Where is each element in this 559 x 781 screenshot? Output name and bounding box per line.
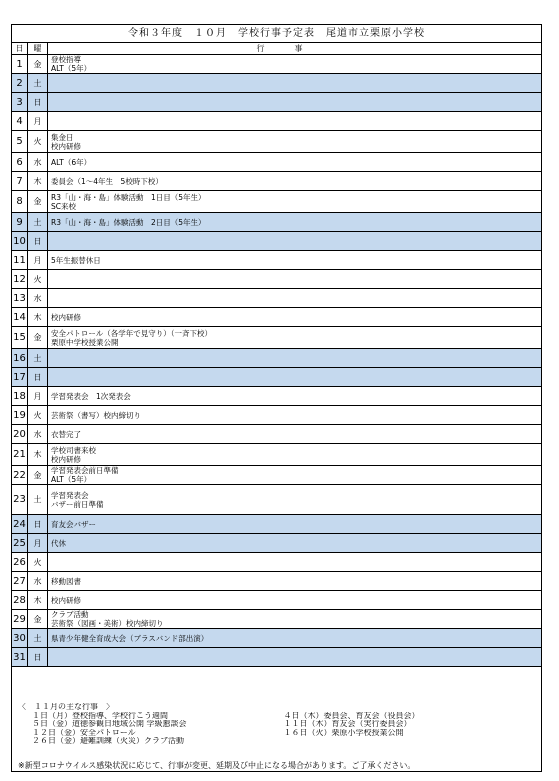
row-day: 21 bbox=[12, 444, 28, 465]
header-events: 行事 bbox=[256, 44, 333, 53]
table-row bbox=[12, 74, 541, 93]
row-events bbox=[51, 610, 539, 628]
row-weekday: 木 bbox=[28, 591, 48, 609]
row-events bbox=[51, 93, 539, 111]
row-events bbox=[51, 191, 539, 212]
row-weekday: 木 bbox=[28, 444, 48, 465]
notes-item: ２６日（金）避難訓練（火災）クラブ活動 bbox=[32, 737, 184, 745]
table-row bbox=[12, 251, 541, 270]
row-day: 24 bbox=[12, 515, 28, 533]
row-day: 9 bbox=[12, 213, 28, 231]
row-day: 5 bbox=[12, 131, 28, 152]
table-row bbox=[12, 425, 541, 444]
row-weekday: 土 bbox=[28, 74, 48, 92]
event-line: 芸術祭（図画・美術）校内締切り bbox=[51, 619, 164, 628]
event-line: R3「山・海・島」体験活動 1日目（5年生） bbox=[51, 192, 206, 202]
row-day: 27 bbox=[12, 572, 28, 590]
table-row bbox=[12, 387, 541, 406]
row-events bbox=[51, 387, 539, 405]
event-line: 5年生振替休日 bbox=[51, 255, 101, 265]
table-row bbox=[12, 406, 541, 425]
row-weekday: 月 bbox=[28, 534, 48, 552]
table-row bbox=[12, 349, 541, 368]
row-events bbox=[51, 112, 539, 130]
table-row bbox=[12, 232, 541, 251]
table-row bbox=[12, 444, 541, 466]
event-line: 登校指導 bbox=[51, 55, 81, 64]
row-day: 3 bbox=[12, 93, 28, 111]
table-row bbox=[12, 553, 541, 572]
row-events bbox=[51, 232, 539, 250]
event-line: 衣替完了 bbox=[51, 429, 81, 439]
row-events bbox=[51, 270, 539, 288]
row-weekday: 金 bbox=[28, 55, 48, 73]
table-row bbox=[12, 515, 541, 534]
notes-item: １日（月）登校指導、学校行こう週間 bbox=[32, 711, 168, 720]
row-day: 23 bbox=[12, 485, 28, 514]
row-weekday: 火 bbox=[28, 270, 48, 288]
row-weekday: 月 bbox=[28, 112, 48, 130]
notes-item: １２日（金）安全パトロール bbox=[32, 728, 136, 737]
notes-item: ４日（木）委員会、育友会（役員会） bbox=[283, 711, 420, 720]
row-day: 30 bbox=[12, 629, 28, 647]
event-line: 集金日 bbox=[51, 132, 74, 142]
row-events bbox=[51, 289, 539, 307]
row-day: 14 bbox=[12, 308, 28, 326]
table-row bbox=[12, 466, 541, 485]
row-day: 11 bbox=[12, 251, 28, 269]
row-events bbox=[51, 153, 539, 171]
row-day: 6 bbox=[12, 153, 28, 171]
row-weekday: 日 bbox=[28, 368, 48, 386]
row-day: 7 bbox=[12, 172, 28, 190]
row-day: 31 bbox=[12, 648, 28, 666]
event-line: 委員会（1～4年生 5校時下校） bbox=[51, 176, 163, 186]
row-weekday: 土 bbox=[28, 485, 48, 514]
event-line: ALT（5年） bbox=[51, 475, 92, 484]
row-day: 25 bbox=[12, 534, 28, 552]
row-day: 10 bbox=[12, 232, 28, 250]
row-events bbox=[51, 172, 539, 190]
event-line: ALT（6年） bbox=[51, 157, 92, 167]
row-events bbox=[51, 327, 539, 348]
notes-item: ５日（金）道徳参観日地域公開 学級懇談会 bbox=[32, 720, 187, 728]
november-notes bbox=[12, 701, 541, 773]
table-row bbox=[12, 610, 541, 629]
row-weekday: 日 bbox=[28, 648, 48, 666]
event-line: 芸術祭（書写）校内締切り bbox=[51, 410, 141, 420]
table-row bbox=[12, 270, 541, 289]
table-row bbox=[12, 629, 541, 648]
event-line: 学習発表会 1次発表会 bbox=[51, 391, 131, 401]
row-weekday: 木 bbox=[28, 308, 48, 326]
table-row bbox=[12, 55, 541, 74]
row-weekday: 火 bbox=[28, 553, 48, 571]
row-weekday: 水 bbox=[28, 572, 48, 590]
row-weekday: 土 bbox=[28, 349, 48, 367]
event-line: 移動図書 bbox=[51, 576, 81, 586]
row-events bbox=[51, 74, 539, 92]
row-day: 4 bbox=[12, 112, 28, 130]
table-row bbox=[12, 368, 541, 387]
table-row bbox=[12, 191, 541, 213]
row-events bbox=[51, 368, 539, 386]
row-events bbox=[51, 406, 539, 424]
row-day: 8 bbox=[12, 191, 28, 212]
schedule-sheet bbox=[11, 24, 542, 772]
row-day: 28 bbox=[12, 591, 28, 609]
row-weekday: 火 bbox=[28, 131, 48, 152]
row-events bbox=[51, 629, 539, 647]
table-row bbox=[12, 591, 541, 610]
row-day: 13 bbox=[12, 289, 28, 307]
row-events bbox=[51, 349, 539, 367]
row-weekday: 日 bbox=[28, 93, 48, 111]
header-weekday: 曜 bbox=[28, 43, 48, 54]
row-weekday: 日 bbox=[28, 515, 48, 533]
table-row bbox=[12, 534, 541, 553]
row-events bbox=[51, 485, 539, 514]
table-row bbox=[12, 289, 541, 308]
event-line: R3「山・海・島」体験活動 2日目（5年生） bbox=[51, 217, 206, 227]
row-day: 20 bbox=[12, 425, 28, 443]
row-day: 2 bbox=[12, 74, 28, 92]
table-row bbox=[12, 153, 541, 172]
row-weekday: 金 bbox=[28, 610, 48, 628]
table-row bbox=[12, 131, 541, 153]
row-events bbox=[51, 648, 539, 666]
row-events bbox=[51, 591, 539, 609]
row-events bbox=[51, 572, 539, 590]
table-row bbox=[12, 648, 541, 667]
row-day: 12 bbox=[12, 270, 28, 288]
event-line: SC来校 bbox=[51, 201, 76, 211]
row-day: 16 bbox=[12, 349, 28, 367]
row-day: 19 bbox=[12, 406, 28, 424]
row-weekday: 土 bbox=[28, 213, 48, 231]
event-line: 県青少年健全育成大会（ブラスバンド部出演） bbox=[51, 633, 209, 643]
row-events bbox=[51, 444, 539, 465]
row-weekday: 水 bbox=[28, 289, 48, 307]
event-line: 学習発表会前日準備 bbox=[51, 466, 119, 475]
covid-notice: ※新型コロナウイルス感染状況に応じて、行事が変更、延期及び中止になる場合があります。ご了承ください。 bbox=[18, 760, 416, 770]
row-events bbox=[51, 515, 539, 533]
row-weekday: 水 bbox=[28, 153, 48, 171]
row-events bbox=[51, 534, 539, 552]
row-weekday: 金 bbox=[28, 191, 48, 212]
row-weekday: 木 bbox=[28, 172, 48, 190]
row-events bbox=[51, 466, 539, 484]
event-line: 代休 bbox=[51, 538, 66, 548]
row-weekday: 日 bbox=[28, 232, 48, 250]
row-day: 17 bbox=[12, 368, 28, 386]
row-events bbox=[51, 213, 539, 231]
row-day: 22 bbox=[12, 466, 28, 484]
row-events bbox=[51, 131, 539, 152]
event-line: ALT（5年） bbox=[51, 64, 92, 73]
notes-left-column bbox=[18, 712, 284, 746]
table-row bbox=[12, 112, 541, 131]
event-line: 校内研修 bbox=[51, 141, 81, 151]
header-day: 日 bbox=[12, 43, 28, 54]
table-row bbox=[12, 572, 541, 591]
row-day: 15 bbox=[12, 327, 28, 348]
event-line: 校内研修 bbox=[51, 454, 81, 464]
event-line: クラブ活動 bbox=[51, 610, 89, 619]
table-row bbox=[12, 485, 541, 515]
event-line: 校内研修 bbox=[51, 312, 81, 322]
row-weekday: 土 bbox=[28, 629, 48, 647]
table-row bbox=[12, 308, 541, 327]
table-header bbox=[12, 43, 541, 55]
event-line: 安全パトロール（各学年で見守り）（一斉下校） bbox=[51, 328, 212, 338]
notes-heading: 〈 １１月の主な行事 〉 bbox=[18, 703, 114, 711]
row-day: 18 bbox=[12, 387, 28, 405]
table-row bbox=[12, 327, 541, 349]
row-events bbox=[51, 425, 539, 443]
event-line: 栗原中学校授業公開 bbox=[51, 337, 119, 347]
row-weekday: 金 bbox=[28, 327, 48, 348]
row-events bbox=[51, 251, 539, 269]
row-events bbox=[51, 308, 539, 326]
row-events bbox=[51, 55, 539, 73]
event-line: 育友会バザー bbox=[51, 519, 96, 529]
row-weekday: 月 bbox=[28, 387, 48, 405]
event-line: 学習発表会 bbox=[51, 490, 89, 500]
notes-item: １１日（木）育友会（実行委員会） bbox=[283, 720, 412, 728]
event-line: 学校司書来校 bbox=[51, 445, 96, 455]
row-weekday: 火 bbox=[28, 406, 48, 424]
table-row bbox=[12, 93, 541, 112]
notes-right-column bbox=[284, 712, 536, 746]
table-row bbox=[12, 213, 541, 232]
row-day: 1 bbox=[12, 55, 28, 73]
row-weekday: 金 bbox=[28, 466, 48, 484]
row-weekday: 月 bbox=[28, 251, 48, 269]
row-day: 26 bbox=[12, 553, 28, 571]
event-line: 校内研修 bbox=[51, 595, 81, 605]
row-day: 29 bbox=[12, 610, 28, 628]
row-events bbox=[51, 553, 539, 571]
row-weekday: 水 bbox=[28, 425, 48, 443]
notes-item: １６日（火）栗原小学校授業公開 bbox=[283, 728, 404, 737]
page-title: 令和３年度 １０月 学校行事予定表 尾道市立栗原小学校 bbox=[12, 25, 541, 43]
table-row bbox=[12, 172, 541, 191]
event-line: バザー前日準備 bbox=[51, 499, 104, 509]
